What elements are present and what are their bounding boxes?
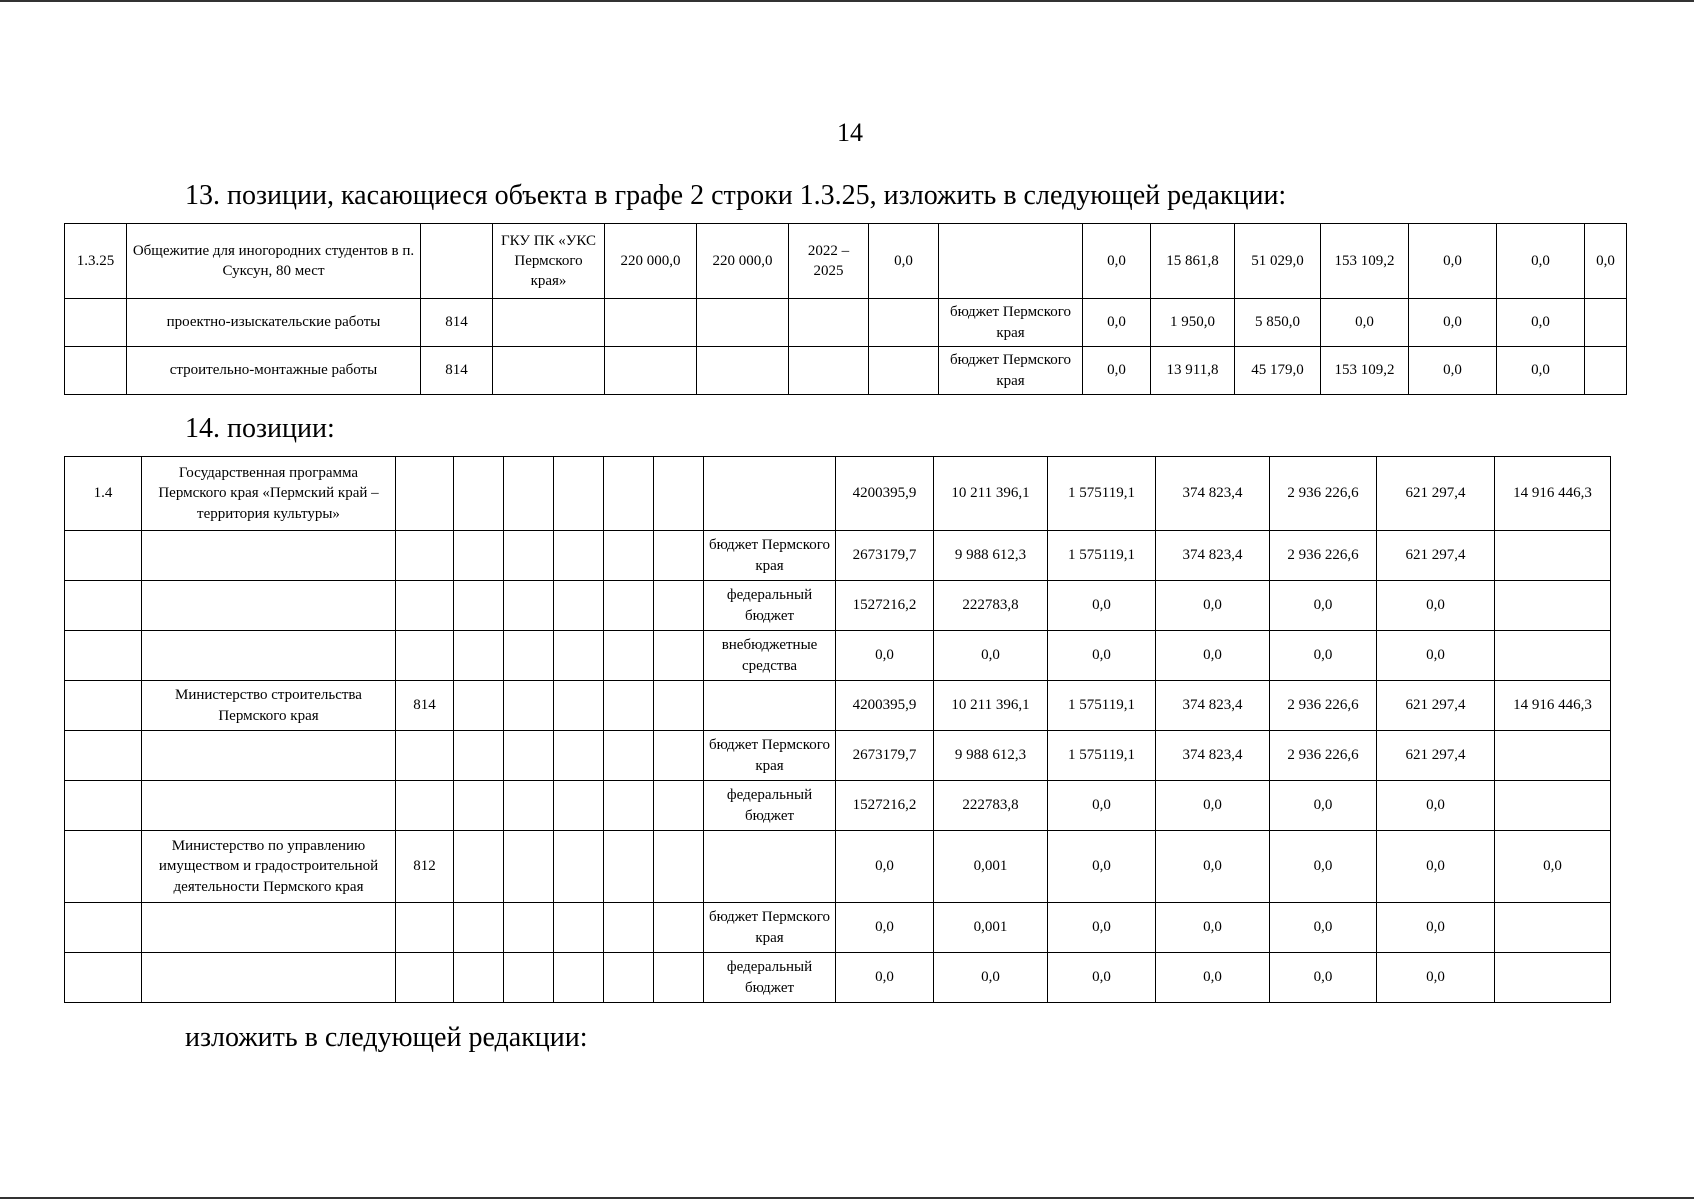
section-14-cell: федеральный бюджет [704,781,836,831]
section-14-cell: 0,0 [1270,781,1377,831]
section-13-cell: 0,0 [1497,224,1585,299]
section-14-cell: 0,0 [836,903,934,953]
section-14-cell [65,681,142,731]
section-13-cell [65,299,127,347]
section-13-heading: 13. позиции, касающиеся объекта в графе 2 строки 1.3.25, изложить в следующей редакции: [185,180,1287,211]
section-14-cell [142,581,396,631]
section-14-cell [504,903,554,953]
section-14-cell: 0,0 [1048,581,1156,631]
section-14-cell [554,903,604,953]
section-14-cell: 10 211 396,1 [934,457,1048,531]
section-14-cell: 14 916 446,3 [1495,457,1611,531]
section-14-cell: 4200395,9 [836,681,934,731]
section-14-cell: 621 297,4 [1377,531,1495,581]
section-13-cell: 0,0 [1083,299,1151,347]
section-14-row [65,631,1611,681]
section-14-cell: 1 575119,1 [1048,457,1156,531]
section-14-cell: 0,0 [1270,581,1377,631]
section-14-row [65,681,1611,731]
section-14-cell: 0,001 [934,903,1048,953]
section-13-cell [493,347,605,395]
section-14-cell [1495,631,1611,681]
section-14-cell: бюджет Пермского края [704,531,836,581]
section-13-table [64,223,1627,395]
section-14-cell [396,781,454,831]
section-13-cell: 153 109,2 [1321,347,1409,395]
section-14-cell [454,903,504,953]
section-14-cell: 0,0 [1048,831,1156,903]
section-14-cell: 374 823,4 [1156,731,1270,781]
section-14-cell [554,631,604,681]
section-14-cell: 621 297,4 [1377,731,1495,781]
section-14-cell: Министерство по управлению имуществом и градостроительной деятельности Пермского края [142,831,396,903]
section-14-cell [504,953,554,1003]
section-13-row [65,299,1627,347]
section-14-cell [454,531,504,581]
section-14-cell [504,681,554,731]
section-14-cell [454,731,504,781]
section-14-cell [142,631,396,681]
section-14-cell [142,531,396,581]
section-14-cell [554,953,604,1003]
section-14-row [65,457,1611,531]
section-13-cell [1585,299,1627,347]
section-13-cell [697,347,789,395]
section-14-cell: 0,0 [836,631,934,681]
section-13-cell: 0,0 [869,224,939,299]
section-13-cell: ГКУ ПК «УКС Пермского края» [493,224,605,299]
section-14-cell [504,831,554,903]
section-14-cell [65,531,142,581]
section-13-cell [789,347,869,395]
section-14-cell: внебюджетные средства [704,631,836,681]
section-14-cell: Министерство строительства Пермского края [142,681,396,731]
section-14-cell [65,831,142,903]
section-14-cell: 0,0 [1048,631,1156,681]
section-14-cell: 0,0 [1048,903,1156,953]
section-14-cell [654,903,704,953]
section-14-cell [1495,781,1611,831]
section-13-cell [605,299,697,347]
section-14-cell [1495,953,1611,1003]
section-14-row [65,953,1611,1003]
section-13-cell [939,224,1083,299]
section-13-cell: 814 [421,299,493,347]
section-13-row [65,224,1627,299]
section-14-cell [554,457,604,531]
section-14-cell: 0,0 [1377,953,1495,1003]
section-14-cell [604,631,654,681]
section-14-cell [554,531,604,581]
section-14-cell: 1.4 [65,457,142,531]
section-14-cell: 0,0 [1270,831,1377,903]
closing-instruction: изложить в следующей редакции: [185,1022,588,1053]
section-13-cell: 814 [421,347,493,395]
section-14-cell: 0,0 [836,953,934,1003]
section-13-cell: 0,0 [1083,347,1151,395]
section-14-row [65,781,1611,831]
section-13-cell: 0,0 [1083,224,1151,299]
section-14-cell [654,581,704,631]
section-14-cell: 0,0 [1377,631,1495,681]
section-14-cell [504,581,554,631]
section-14-cell [396,531,454,581]
section-14-cell [654,831,704,903]
section-14-cell [142,953,396,1003]
section-14-cell [65,731,142,781]
section-14-cell [504,781,554,831]
section-14-cell: бюджет Пермского края [704,731,836,781]
section-14-cell: федеральный бюджет [704,581,836,631]
section-14-cell [396,731,454,781]
section-13-cell: 1.3.25 [65,224,127,299]
section-14-cell: 0,0 [1270,631,1377,681]
section-14-cell [454,781,504,831]
section-13-cell [869,299,939,347]
section-14-cell: 0,0 [1156,581,1270,631]
section-14-row [65,581,1611,631]
section-14-cell [654,457,704,531]
section-14-cell [654,631,704,681]
section-14-cell [65,781,142,831]
section-14-cell: 374 823,4 [1156,457,1270,531]
section-14-cell: федеральный бюджет [704,953,836,1003]
section-14-cell [454,581,504,631]
section-14-cell: 0,0 [1377,831,1495,903]
section-14-row [65,531,1611,581]
section-14-cell [604,953,654,1003]
section-14-cell [504,531,554,581]
section-14-cell: 222783,8 [934,581,1048,631]
section-14-cell [604,903,654,953]
section-14-cell: 0,0 [1156,953,1270,1003]
section-14-cell: 0,0 [1270,953,1377,1003]
section-14-cell: 621 297,4 [1377,457,1495,531]
section-14-cell [65,903,142,953]
section-14-cell [65,631,142,681]
section-14-row [65,903,1611,953]
section-14-cell: 9 988 612,3 [934,731,1048,781]
section-14-cell [604,531,654,581]
section-14-cell [704,681,836,731]
section-14-cell: 0,0 [836,831,934,903]
section-14-cell [604,831,654,903]
section-14-cell: 374 823,4 [1156,531,1270,581]
section-14-cell [454,457,504,531]
section-13-cell [789,299,869,347]
section-14-cell [604,681,654,731]
section-14-cell: бюджет Пермского края [704,903,836,953]
section-13-cell: 13 911,8 [1151,347,1235,395]
section-13-cell: 1 950,0 [1151,299,1235,347]
section-14-cell [1495,581,1611,631]
section-14-cell [654,953,704,1003]
section-14-cell [704,457,836,531]
section-14-cell [1495,903,1611,953]
section-14-heading: 14. позиции: [185,413,335,444]
section-14-cell: 1 575119,1 [1048,681,1156,731]
section-14-cell [396,953,454,1003]
section-14-cell [1495,731,1611,781]
section-14-cell [654,531,704,581]
section-13-cell: 0,0 [1321,299,1409,347]
section-14-cell [142,903,396,953]
section-14-cell [554,731,604,781]
section-13-cell: 2022 – 2025 [789,224,869,299]
section-14-cell: 4200395,9 [836,457,934,531]
section-14-cell: 621 297,4 [1377,681,1495,731]
section-14-cell [604,581,654,631]
section-14-cell: 0,0 [1495,831,1611,903]
section-14-cell: 1527216,2 [836,581,934,631]
section-14-cell: 1527216,2 [836,781,934,831]
section-13-cell: 5 850,0 [1235,299,1321,347]
section-14-cell [65,581,142,631]
section-14-cell: 222783,8 [934,781,1048,831]
section-13-cell: 0,0 [1409,347,1497,395]
section-13-cell: 0,0 [1585,224,1627,299]
page-bottom-edge [0,1197,1694,1199]
section-14-cell [554,831,604,903]
section-14-cell: 0,0 [1048,781,1156,831]
section-13-cell: Общежитие для иногородних студентов в п. Суксун, 80 мест [127,224,421,299]
section-14-cell: 0,0 [1156,631,1270,681]
section-14-cell [504,731,554,781]
section-14-cell [504,457,554,531]
section-14-cell [454,953,504,1003]
section-14-cell [554,581,604,631]
section-14-cell: 0,0 [934,953,1048,1003]
section-13-cell [493,299,605,347]
section-14-cell [554,781,604,831]
section-14-cell [454,631,504,681]
section-14-cell [654,681,704,731]
section-13-row [65,347,1627,395]
section-14-cell [504,631,554,681]
section-14-cell [396,631,454,681]
section-14-cell [396,903,454,953]
section-14-cell [654,731,704,781]
section-14-cell: 0,0 [1377,903,1495,953]
section-13-cell: 0,0 [1497,299,1585,347]
section-13-cell: 51 029,0 [1235,224,1321,299]
section-14-cell: 0,0 [1377,581,1495,631]
section-13-cell [1585,347,1627,395]
section-14-table [64,456,1611,1003]
section-14-cell [1495,531,1611,581]
section-14-cell: 14 916 446,3 [1495,681,1611,731]
section-13-cell: 0,0 [1409,299,1497,347]
section-14-cell: 2 936 226,6 [1270,731,1377,781]
section-13-cell: 15 861,8 [1151,224,1235,299]
section-14-cell: 2673179,7 [836,731,934,781]
section-13-cell: 153 109,2 [1321,224,1409,299]
section-14-cell: 1 575119,1 [1048,731,1156,781]
section-13-cell: строительно-монтажные работы [127,347,421,395]
section-14-cell [142,731,396,781]
section-14-cell: 0,0 [1270,903,1377,953]
section-14-cell [554,681,604,731]
section-13-cell: 0,0 [1497,347,1585,395]
section-13-cell [605,347,697,395]
section-13-cell: бюджет Пермского края [939,299,1083,347]
section-14-cell: 374 823,4 [1156,681,1270,731]
section-14-cell [396,581,454,631]
section-14-cell [604,731,654,781]
section-14-cell: 10 211 396,1 [934,681,1048,731]
section-14-cell [454,831,504,903]
section-14-cell: 0,0 [1156,831,1270,903]
section-14-row [65,731,1611,781]
page-top-edge [0,0,1694,2]
section-14-cell [65,953,142,1003]
section-14-cell: 0,0 [1156,781,1270,831]
section-14-cell: 2 936 226,6 [1270,457,1377,531]
section-14-cell: 814 [396,681,454,731]
section-14-cell [396,457,454,531]
section-13-cell [421,224,493,299]
section-14-cell: Государственная программа Пермского края «Пермский край – территория культуры» [142,457,396,531]
section-14-cell: 1 575119,1 [1048,531,1156,581]
section-13-cell [697,299,789,347]
section-14-row [65,831,1611,903]
section-14-cell: 0,001 [934,831,1048,903]
section-14-cell: 0,0 [1048,953,1156,1003]
section-14-cell [604,457,654,531]
section-13-cell [65,347,127,395]
section-14-cell: 0,0 [1156,903,1270,953]
section-13-cell: 0,0 [1409,224,1497,299]
section-14-cell [142,781,396,831]
section-14-cell [604,781,654,831]
section-13-cell: бюджет Пермского края [939,347,1083,395]
section-14-cell [454,681,504,731]
section-14-cell [704,831,836,903]
section-14-cell: 0,0 [934,631,1048,681]
section-14-cell: 2673179,7 [836,531,934,581]
section-13-cell: проектно-изыскательские работы [127,299,421,347]
section-14-cell: 0,0 [1377,781,1495,831]
section-13-cell: 45 179,0 [1235,347,1321,395]
section-13-cell: 220 000,0 [605,224,697,299]
section-14-cell: 2 936 226,6 [1270,531,1377,581]
section-13-cell [869,347,939,395]
section-14-cell: 9 988 612,3 [934,531,1048,581]
section-14-cell: 812 [396,831,454,903]
page-number: 14 [837,118,863,147]
section-13-cell: 220 000,0 [697,224,789,299]
section-14-cell: 2 936 226,6 [1270,681,1377,731]
section-14-cell [654,781,704,831]
